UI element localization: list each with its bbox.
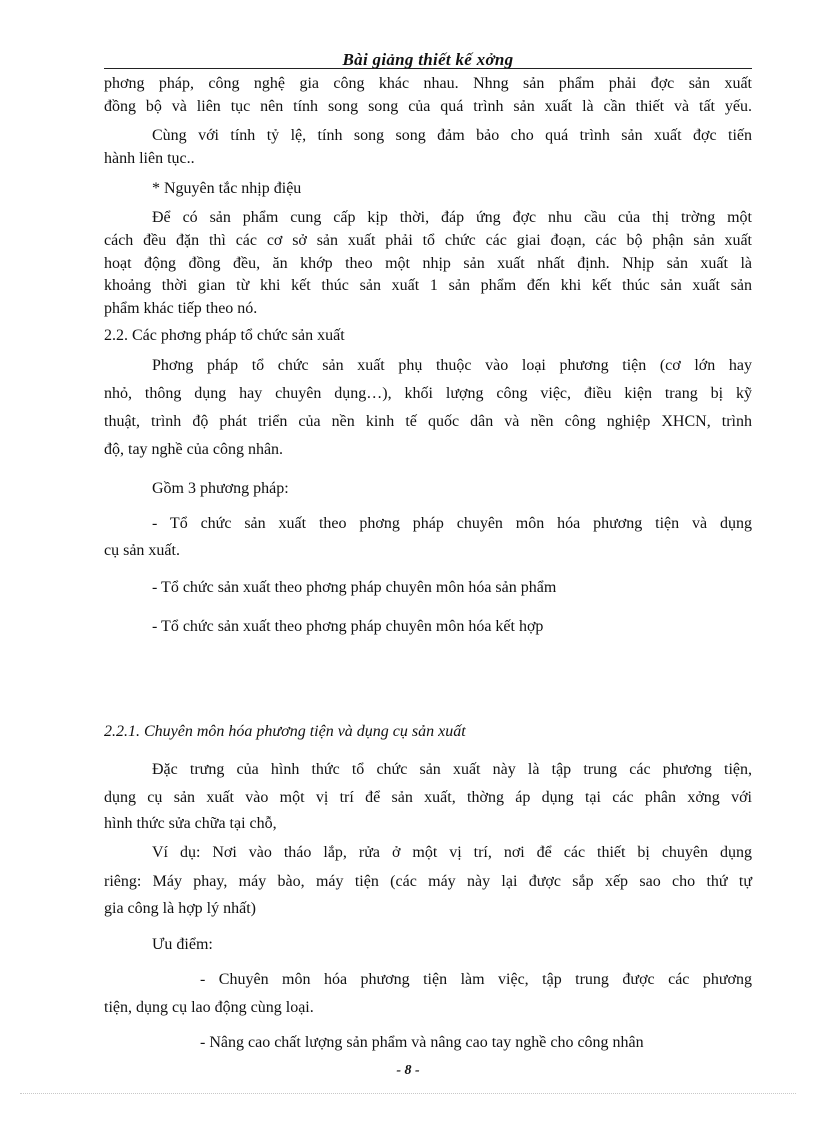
page-number: - 8 -	[396, 1063, 420, 1078]
section-heading: 2.2. Các phơng pháp tổ chức sản xuất	[104, 327, 345, 344]
text-line: * Nguyên tắc nhịp điệu	[152, 180, 302, 197]
list-item: - Chuyên môn hóa phương tiện làm việc, tập trung được các phương	[200, 971, 752, 988]
text-line: cách đều đặn thì các cơ sở sản xuất phải tổ chức các giai đoạn, các bộ phận sản xuất	[104, 232, 752, 249]
header-rule	[104, 68, 752, 69]
text-line: Phơng pháp tổ chức sản xuất phụ thuộc vào loại phương tiện (cơ lớn hay	[152, 357, 752, 374]
running-header: Bài giảng thiết kế xởng	[342, 50, 514, 69]
text-line: đồng bộ và liên tục nên tính song song của quá trình sản xuất là cần thiết và tất yếu.	[104, 98, 752, 115]
text-line: Để có sản phẩm cung cấp kịp thời, đáp ứng đợc nhu cầu của thị trờng một	[152, 209, 752, 226]
list-item: - Tổ chức sản xuất theo phơng pháp chuyên môn hóa phương tiện và dụng	[152, 515, 752, 532]
text-line: tiện, dụng cụ lao động cùng loại.	[104, 999, 314, 1016]
text-line: Gồm 3 phương pháp:	[152, 480, 289, 497]
subsection-heading: 2.2.1. Chuyên môn hóa phương tiện và dụng cụ sản xuất	[104, 723, 466, 740]
list-item: - Tổ chức sản xuất theo phơng pháp chuyên môn hóa sản phẩm	[152, 579, 557, 596]
text-line: nhỏ, thông dụng hay chuyên dụng…), khối lượng công việc, điều kiện trang bị kỹ	[104, 385, 752, 402]
text-line: hoạt động đồng đều, ăn khớp theo một nhịp sản xuất nhất định. Nhịp sản xuất là	[104, 255, 752, 272]
text-line: Ưu điểm:	[152, 936, 213, 953]
text-line: Đặc trưng của hình thức tổ chức sản xuất này là tập trung các phương tiện,	[152, 761, 752, 778]
text-line: khoảng thời gian từ khi kết thúc sản xuất 1 sản phẩm đến khi kết thúc sản xuất sản	[104, 277, 752, 294]
text-line: cụ sản xuất.	[104, 542, 180, 559]
text-line: Ví dụ: Nơi vào tháo lắp, rửa ở một vị trí, nơi để các thiết bị chuyên dụng	[152, 844, 752, 861]
text-line: phơng pháp, công nghệ gia công khác nhau. Nhng sản phẩm phải đợc sản xuất	[104, 75, 752, 92]
text-line: dụng cụ sản xuất vào một vị trí để sản xuất, thờng áp dụng tại các phân xởng với	[104, 789, 752, 806]
list-item: - Tổ chức sản xuất theo phơng pháp chuyên môn hóa kết hợp	[152, 618, 544, 635]
text-line: độ, tay nghề của công nhân.	[104, 441, 284, 458]
text-line: thuật, trình độ phát triển của nền kinh tế quốc dân và nền công nghiệp XHCN, trình	[104, 413, 752, 430]
list-item: - Nâng cao chất lượng sản phẩm và nâng cao tay nghề cho công nhân	[200, 1034, 644, 1051]
text-line: phẩm khác tiếp theo nó.	[104, 300, 258, 317]
text-line: gia công là hợp lý nhất)	[104, 900, 256, 917]
text-line: riêng: Máy phay, máy bào, máy tiện (các máy này lại được sắp xếp sao cho thứ tự	[104, 873, 752, 890]
text-line: Cùng với tính tỷ lệ, tính song song đảm bảo cho quá trình sản xuất đợc tiến	[152, 127, 752, 144]
text-line: hành liên tục..	[104, 150, 195, 167]
text-line: hình thức sửa chữa tại chỗ,	[104, 815, 277, 832]
page-bottom-rule	[20, 1093, 796, 1094]
